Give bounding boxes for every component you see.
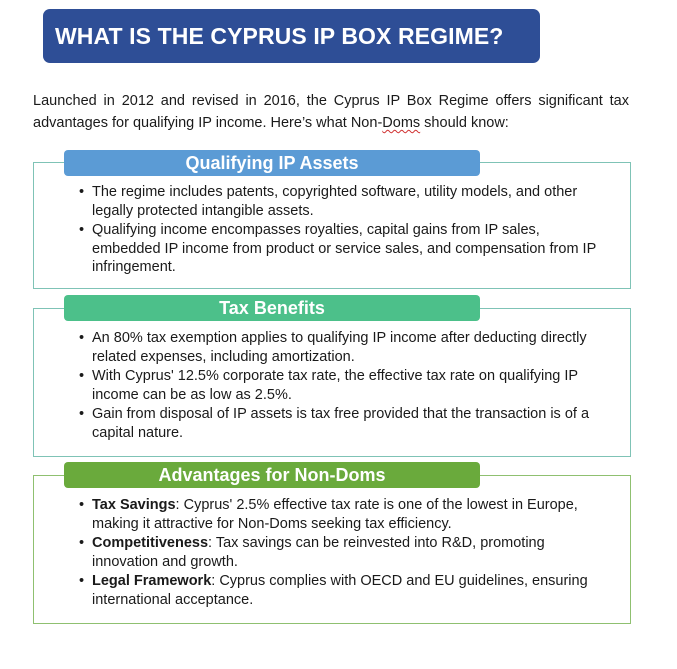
list-item-text: Qualifying income encompasses royalties, capital gains from IP sales, embedded IP income from product or service sales, and compensation from IP infringement.	[92, 222, 596, 275]
intro-text-end: should know:	[420, 115, 509, 131]
section-header-advantages-non-doms: Advantages for Non-Doms	[64, 462, 480, 488]
list-item	[79, 572, 599, 609]
bullet-icon: •	[79, 222, 85, 238]
intro-paragraph	[33, 90, 629, 134]
bullet-icon: •	[79, 406, 85, 422]
list-item-text: : Cyprus complies with OECD and EU guidelines, ensuring international acceptance.	[92, 573, 588, 608]
list-item	[79, 329, 599, 366]
list-item-text: With Cyprus' 12.5% corporate tax rate, the effective tax rate on qualifying IP income can be as low as 2.5%.	[92, 368, 578, 403]
bullet-icon: •	[79, 497, 85, 513]
list-item	[79, 183, 599, 220]
list-item	[79, 534, 599, 571]
list-item-bold: Tax Savings	[92, 497, 176, 513]
title-banner	[43, 9, 540, 63]
intro-misspelled-word: Doms	[382, 115, 421, 131]
bullet-list-qualifying-ip-assets	[79, 183, 599, 278]
bullet-icon: •	[79, 184, 85, 200]
list-item-text: An 80% tax exemption applies to qualifying IP income after deducting directly related expenses, including amortization.	[92, 330, 587, 365]
intro-text-start: Launched in 2012 and revised in 2016, the Cyprus IP Box Regime offers significant tax advantages for qualifying IP income. Here’s what Non-	[33, 93, 629, 131]
list-item-text: : Tax savings can be reinvested into R&D, promoting innovation and growth.	[92, 535, 545, 570]
list-item-text: The regime includes patents, copyrighted software, utility models, and other legally protected intangible assets.	[92, 184, 578, 219]
bullet-icon: •	[79, 535, 85, 551]
bullet-list-tax-benefits	[79, 329, 599, 443]
list-item	[79, 221, 599, 277]
list-item-bold: Competitiveness	[92, 535, 209, 551]
list-item	[79, 405, 599, 442]
bullet-icon: •	[79, 368, 85, 384]
page-title: WHAT IS THE CYPRUS IP BOX REGIME?	[55, 22, 504, 49]
list-item-bold: Legal Framework	[92, 573, 212, 589]
bullet-icon: •	[79, 573, 85, 589]
bullet-list-advantages-non-doms	[79, 496, 599, 610]
list-item	[79, 496, 599, 533]
list-item-text: : Cyprus' 2.5% effective tax rate is one of the lowest in Europe, making it attractive for Non-Doms seeking tax efficiency.	[92, 497, 578, 532]
section-header-tax-benefits: Tax Benefits	[64, 295, 480, 321]
list-item	[79, 367, 599, 404]
list-item-text: Gain from disposal of IP assets is tax free provided that the transaction is of a capital nature.	[92, 406, 590, 441]
bullet-icon: •	[79, 330, 85, 346]
section-header-qualifying-ip-assets: Qualifying IP Assets	[64, 150, 480, 176]
